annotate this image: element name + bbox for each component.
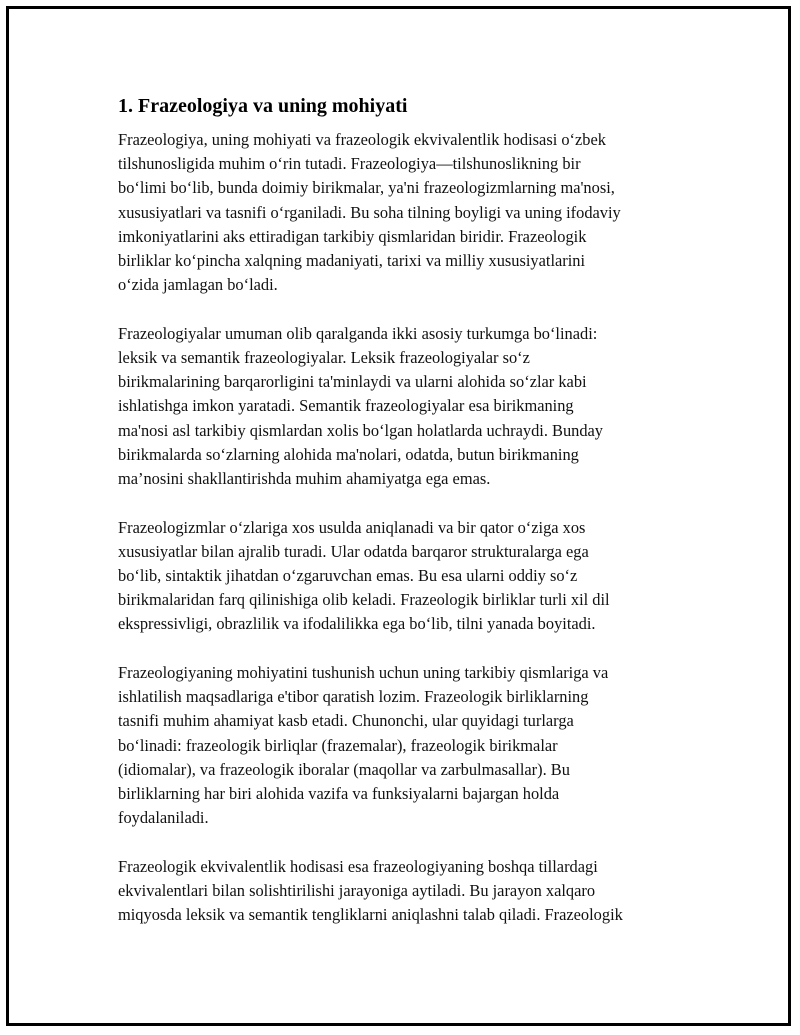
paragraph-1 — [118, 128, 698, 297]
text-line: ishlatishga imkon yaratadi. Semantik frazeologiyalar esa birikmaning — [118, 396, 574, 416]
text-line: o‘zida jamlagan bo‘ladi. — [118, 275, 278, 295]
text-line: leksik va semantik frazeologiyalar. Leksik frazeologiyalar so‘z — [118, 348, 530, 368]
paragraph-2 — [118, 322, 698, 491]
text-line: ishlatilish maqsadlariga e'tibor qaratish lozim. Frazeologik birliklarning — [118, 687, 589, 707]
text-line: bo‘limi bo‘lib, bunda doimiy birikmalar, ya'ni frazeologizmlarning ma'nosi, — [118, 178, 615, 198]
text-line: tasnifi muhim ahamiyat kasb etadi. Chunonchi, ular quyidagi turlarga — [118, 711, 574, 731]
paragraph-4 — [118, 661, 698, 830]
text-line: ma'nosi asl tarkibiy qismlardan xolis bo‘lgan holatlarda uchraydi. Bunday — [118, 420, 604, 440]
text-line: bo‘lib, sintaktik jihatdan o‘zgaruvchan emas. Bu esa ularni oddiy so‘z — [118, 566, 578, 586]
text-line: imkoniyatlarini aks ettiradigan tarkibiy qismlaridan biridir. Frazeologik — [118, 226, 587, 246]
text-line: foydalaniladi. — [118, 808, 209, 828]
text-line: ekvivalentlari bilan solishtirilishi jarayoniga aytiladi. Bu jarayon xalqaro — [118, 881, 596, 901]
text-line: tilshunosligida muhim o‘rin tutadi. Frazeologiya—tilshunoslikning bir — [118, 154, 581, 174]
text-line: Frazeologik ekvivalentlik hodisasi esa frazeologiyaning boshqa tillardagi — [118, 856, 598, 876]
text-line: birikmalarda so‘zlarning alohida ma'nolari, odatda, butun birikmaning — [118, 444, 579, 464]
text-line: ma’nosini shakllantirishda muhim ahamiyatga ega emas. — [118, 469, 491, 489]
text-line: miqyosda leksik va semantik tengliklarni aniqlashni talab qiladi. Frazeologik — [118, 905, 623, 925]
text-line: Frazeologiya, uning mohiyati va frazeologik ekvivalentlik hodisasi o‘zbek — [118, 130, 606, 149]
document-body — [118, 92, 698, 952]
text-line: birikmalarining barqarorligini ta'minlaydi va ularni alohida so‘zlar kabi — [118, 372, 587, 392]
paragraph-3 — [118, 516, 698, 637]
text-line: Frazeologiyaning mohiyatini tushunish uchun uning tarkibiy qismlariga va — [118, 663, 609, 683]
text-line: birikmalaridan farq qilinishiga olib keladi. Frazeologik birliklar turli xil dil — [118, 590, 610, 610]
text-line: ekspressivligi, obrazlilik va ifodalilikka ega bo‘lib, tilni yanada boyitadi. — [118, 614, 596, 634]
text-line: xususiyatlar bilan ajralib turadi. Ular odatda barqaror strukturalarga ega — [118, 541, 589, 561]
text-line: (idiomalar), va frazeologik iboralar (maqollar va zarbulmasallar). Bu — [118, 759, 570, 779]
text-line: Frazeologiyalar umuman olib qaralganda ikki asosiy turkumga bo‘linadi: — [118, 323, 598, 343]
text-line: birliklarning har biri alohida vazifa va funksiyalarni bajargan holda — [118, 784, 560, 804]
text-line: xususiyatlari va tasnifi o‘rganiladi. Bu soha tilning boyligi va uning ifodaviy — [118, 202, 621, 222]
text-line: birliklar ko‘pincha xalqning madaniyati, tarixi va milliy xususiyatlarini — [118, 251, 586, 271]
paragraph-5 — [118, 855, 698, 928]
text-line: Frazeologizmlar o‘zlariga xos usulda aniqlanadi va bir qator o‘ziga xos — [118, 517, 586, 537]
text-line: bo‘linadi: frazeologik birliqlar (frazemalar), frazeologik birikmalar — [118, 735, 558, 755]
section-heading: 1. Frazeologiya va uning mohiyati — [118, 95, 408, 117]
